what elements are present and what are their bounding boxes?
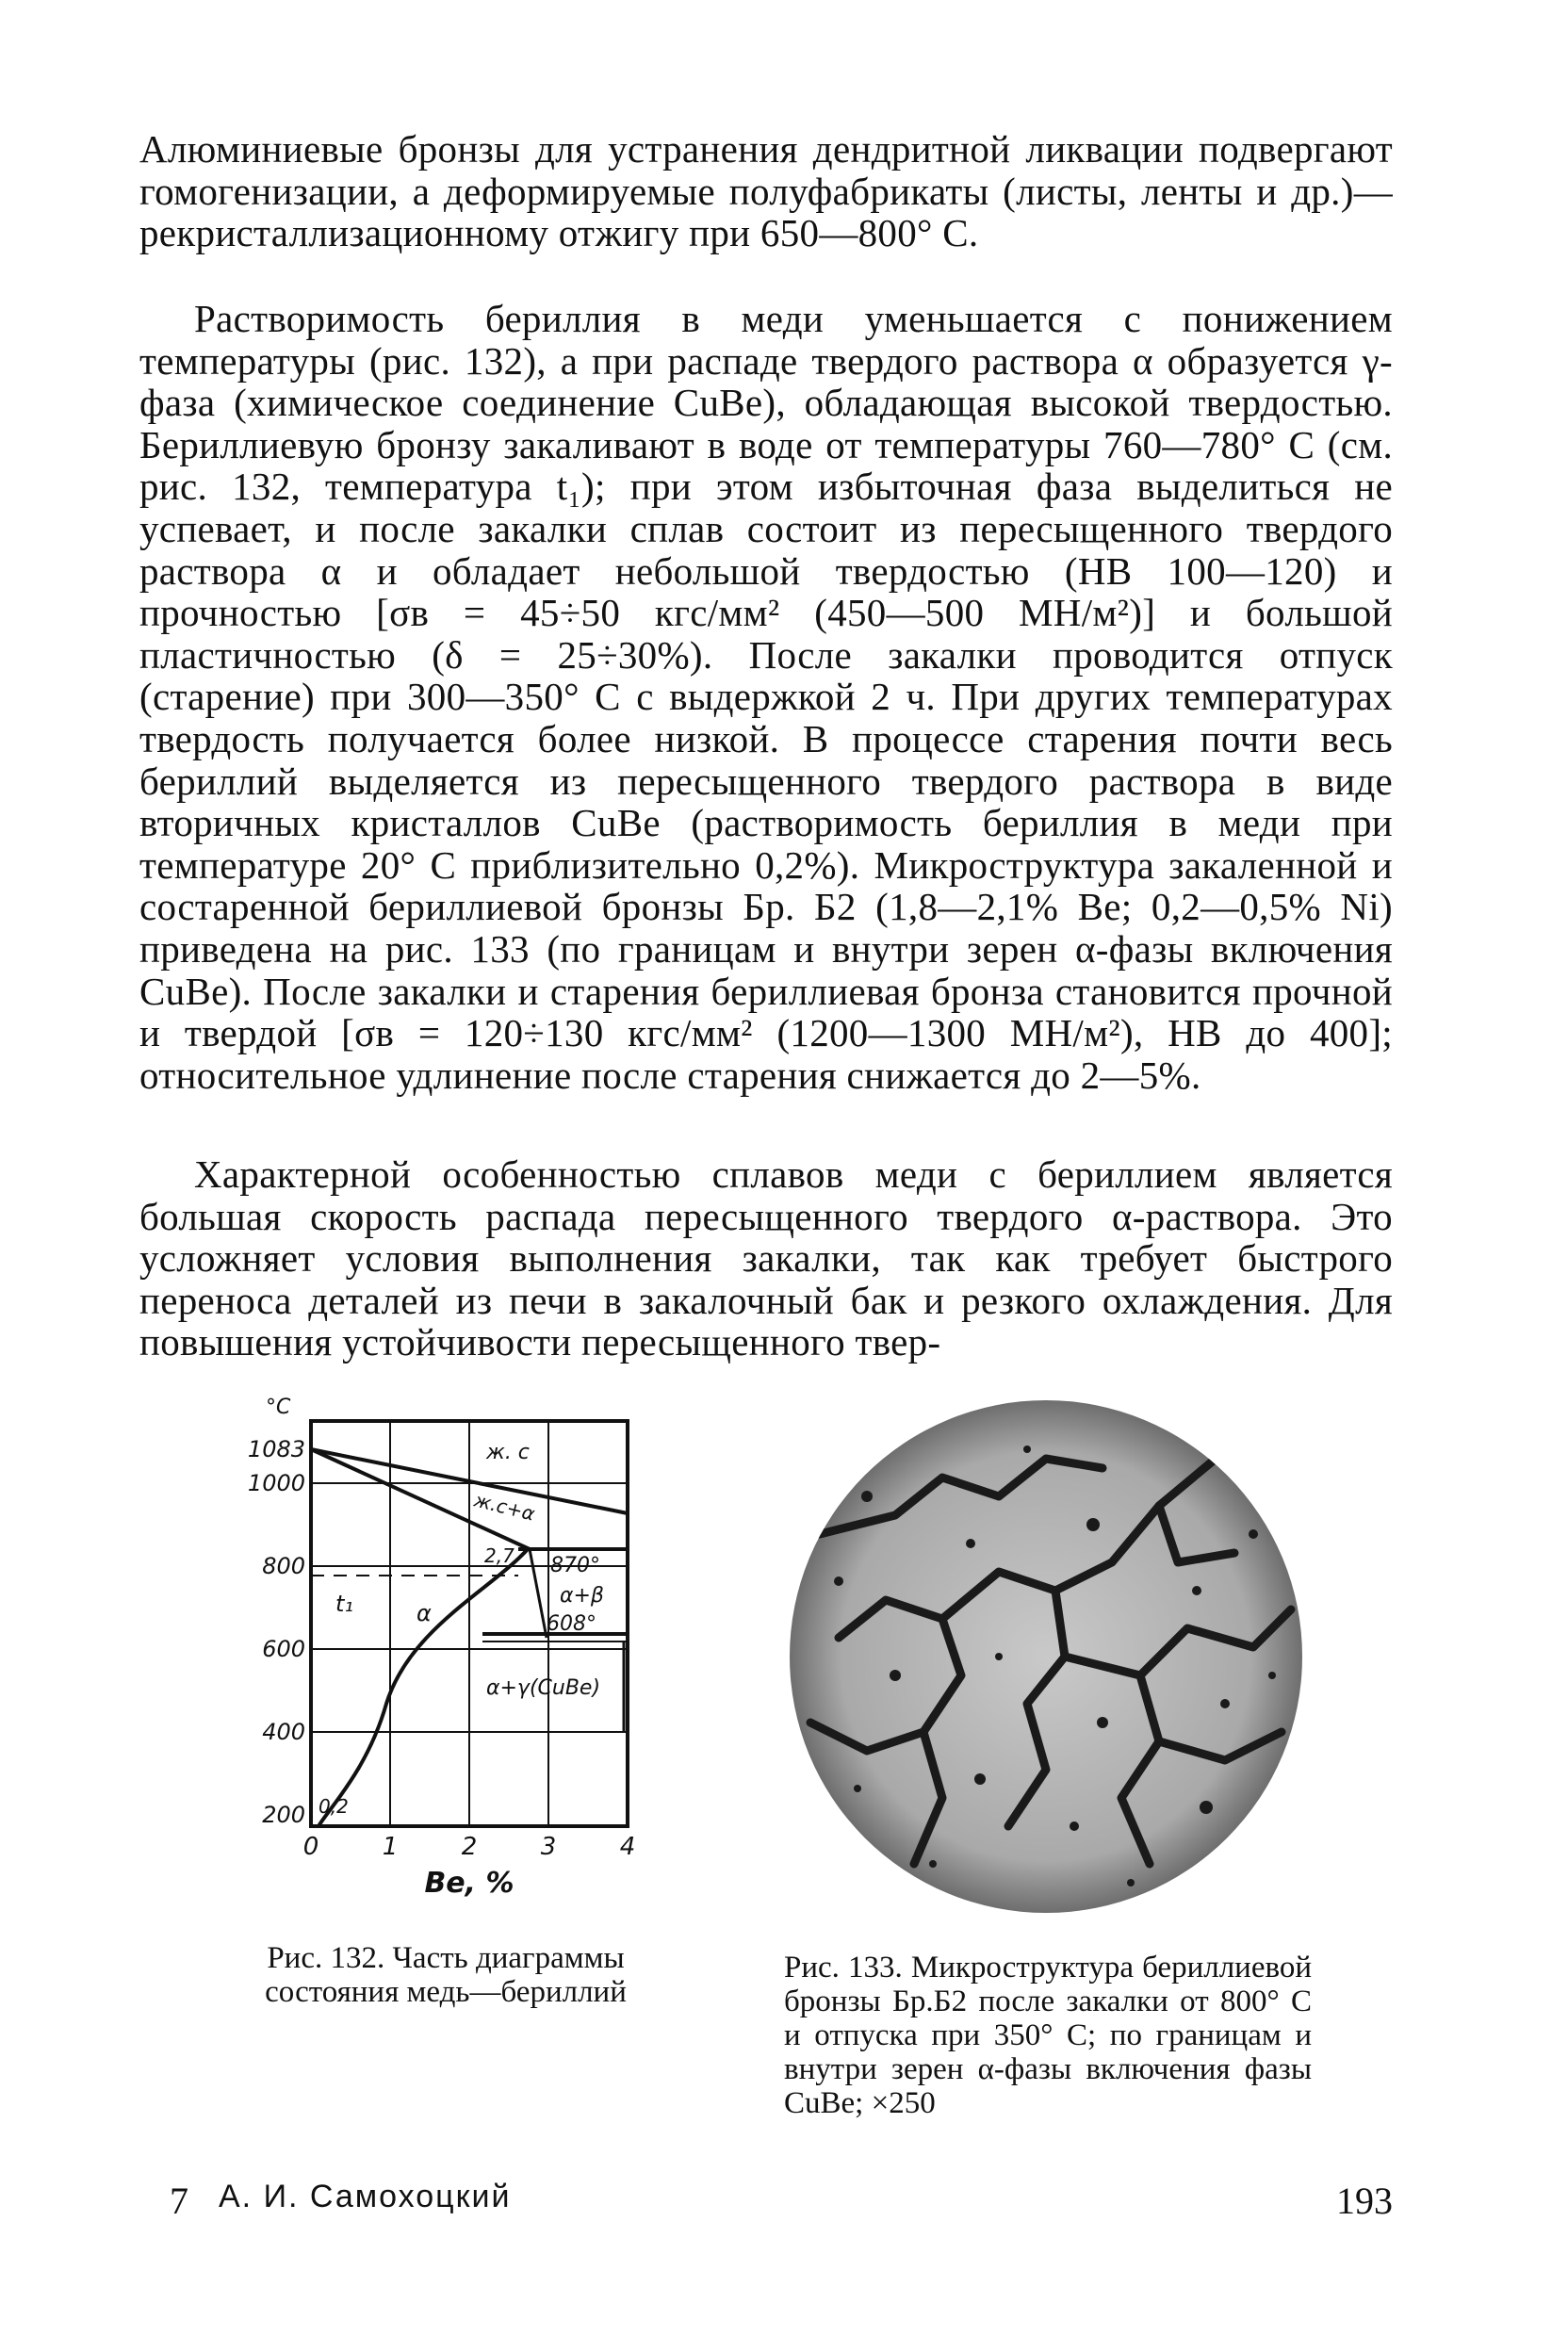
inclusion [1023, 1446, 1031, 1453]
page-number: 193 [1336, 2180, 1393, 2222]
x-tick-label: 1 [382, 1833, 399, 1861]
inclusion [1220, 1699, 1230, 1708]
inclusion [966, 1539, 975, 1548]
inclusion [929, 1860, 937, 1868]
inclusion [834, 1576, 843, 1586]
inclusion [974, 1773, 986, 1785]
region-label-alpha-beta: α+β [560, 1584, 604, 1608]
figure-133-caption: Рис. 133. Микроструктура бериллиевой бронзы Бр.Б2 после закалки от 800° С и отпуска при 350° С; по границам и внутри зерен α-фазы включения фазы CuBe; ×250 [784, 1951, 1312, 2120]
inclusion [861, 1491, 873, 1502]
eutectoid-temperature-label: 608° [547, 1612, 596, 1636]
eutectic-composition-label: 2,7 [484, 1544, 514, 1567]
figure-132-caption: Рис. 132. Часть диаграммы состояния медь—бериллий [265, 1941, 627, 2009]
y-tick-label: 1000 [247, 1470, 305, 1496]
x-tick-label: 0 [302, 1833, 319, 1861]
eutectic-temperature-label: 870° [550, 1554, 600, 1577]
signature-mark: 7 [170, 2180, 188, 2222]
inclusion [1200, 1801, 1213, 1814]
y-axis-unit: °C [266, 1396, 291, 1419]
x-tick-label: 3 [540, 1833, 557, 1861]
region-label-alpha: α [416, 1600, 432, 1626]
author-name: А. И. Самохоцкий [219, 2179, 512, 2214]
micrograph-field [790, 1400, 1302, 1913]
region-label-liquid-alpha: ж.с+α [471, 1488, 537, 1526]
x-tick-label: 4 [619, 1833, 636, 1861]
y-tick-label: 1083 [247, 1436, 305, 1462]
quench-temperature-label: t₁ [335, 1591, 354, 1617]
inclusion [890, 1670, 901, 1681]
x-tick-label: 2 [461, 1833, 478, 1861]
y-tick-label: 600 [262, 1636, 305, 1662]
micrograph-image [782, 1393, 1310, 1920]
phase-diagram-figure [236, 1393, 650, 1920]
region-label-liquid: ж. с [486, 1441, 530, 1464]
beta-boundary [530, 1549, 547, 1638]
y-tick-label: 400 [262, 1719, 305, 1745]
region-label-alpha-gamma: α+γ(CuBe) [486, 1676, 601, 1700]
paragraph-3: Характерной особенностью сплавов меди с бериллием является большая скорость распада пересыщенного твердого α-раствора. Это усложняет условия выполнения закалки, так как требует быстрого переноса деталей из печи в закалочный бак и резкого охлаждения. Для повышения устойчивости пересыщенного твер- [139, 1152, 1393, 1364]
inclusion [1070, 1821, 1079, 1831]
inclusion [1249, 1529, 1258, 1539]
paragraph-1: Алюминиевые бронзы для устранения дендритной ликвации подвергают гомогенизации, а деформируемые полуфабрикаты (листы, ленты и др.)—рекристаллизационному отжигу при 650—800° С. [139, 127, 1393, 255]
x-axis-label: Be, % [424, 1867, 514, 1900]
solubility-label: 0,2 [318, 1795, 349, 1818]
y-tick-label: 800 [262, 1553, 305, 1579]
inclusion [1127, 1879, 1135, 1886]
paragraph-2: Растворимость бериллия в меди уменьшается с понижением температуры (рис. 132), а при распаде твердого раствора α образуется γ-фаза (химическое соединение CuBe), обладающая высокой твердостью. Бериллиевую бронзу закаливают в воде от температуры 760—780° С (см. рис. 132, температура t₁); при этом избыточная фаза выделиться не успевает, и после закалки сплав состоит из пересыщенного твердого раствора α и обладает небольшой твердостью (HB 100—120) и прочностью [σв = 45÷50 кгс/мм² (450—500 МН/м²)] и большой пластичностью (δ = 25÷30%). После закалки проводится отпуск (старение) при 300—350° С с выдержкой 2 ч. При других температурах твердость получается более низкой. В процессе старения почти весь бериллий выделяется из пересыщенного твердого раствора в виде вторичных кристаллов CuBe (растворимость бериллия в меди при температуре 20° С приблизительно 0,2%). Микроструктура закаленной и состаренной бериллиевой бронзы Бр. Б2 (1,8—2,1% Be; 0,2—0,5% Ni) приведена на рис. 133 (по границам и внутри зерен α-фазы включения CuBe). После закалки и старения бериллиевая бронза становится прочной и твердой [σв = 120÷130 кгс/мм² (1200—1300 МН/м²), HB до 400]; относительное удлинение после старения снижается до 2—5%. [139, 297, 1393, 1097]
y-tick-label: 200 [262, 1802, 305, 1828]
inclusion [1086, 1518, 1100, 1531]
inclusion [854, 1785, 861, 1792]
inclusion [1268, 1672, 1276, 1679]
inclusion [1192, 1586, 1201, 1595]
inclusion [1097, 1717, 1108, 1728]
inclusion [995, 1653, 1003, 1660]
